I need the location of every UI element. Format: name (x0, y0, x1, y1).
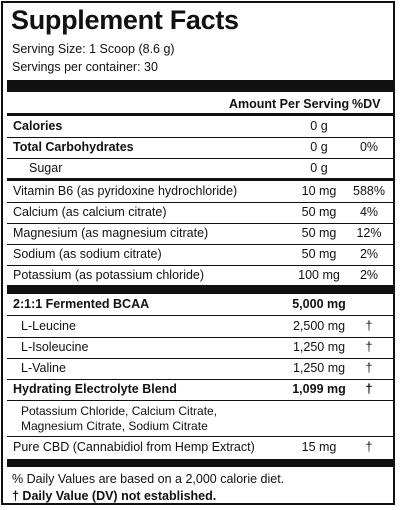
nutrient-name: 2:1:1 Fermented BCAA (13, 297, 150, 311)
servings-per-container: Servings per container: 30 (12, 60, 158, 74)
nutrient-name: Potassium (as potassium chloride) (13, 268, 205, 282)
nutrient-amount: 15 mg (301, 440, 337, 454)
nutrient-amount: 1,250 mg (292, 361, 346, 375)
row-divider (7, 202, 393, 203)
thick-divider (7, 285, 393, 294)
nutrient-amount: 0 g (310, 119, 328, 133)
nutrient-amount: 5,000 mg (292, 297, 346, 311)
nutrient-dv: † (365, 340, 373, 354)
nutrient-dv: † (365, 361, 373, 375)
nutrient-name: Magnesium Citrate, Sodium Citrate (21, 419, 208, 433)
nutrient-name: Sugar (29, 161, 63, 175)
supplement-facts-panel (1, 1, 395, 505)
nutrient-amount: 10 mg (301, 184, 337, 198)
nutrient-amount: 50 mg (301, 247, 337, 261)
nutrient-name: Calories (13, 119, 63, 133)
nutrient-name: Hydrating Electrolyte Blend (13, 382, 177, 396)
dv-header: %DV (352, 97, 381, 111)
nutrient-dv: 4% (359, 205, 379, 219)
thick-divider (7, 459, 393, 467)
nutrient-name: Magnesium (as magnesium citrate) (13, 226, 209, 240)
nutrient-dv: 2% (359, 268, 379, 282)
nutrient-name: Vitamin B6 (as pyridoxine hydrochloride) (13, 184, 238, 198)
nutrient-amount: 1,250 mg (292, 340, 346, 354)
nutrient-dv: † (365, 319, 373, 333)
nutrient-name: Sodium (as sodium citrate) (13, 247, 162, 261)
thick-divider (7, 80, 393, 92)
row-divider (7, 244, 393, 245)
nutrient-dv: 2% (359, 247, 379, 261)
nutrient-name: Calcium (as calcium citrate) (13, 205, 167, 219)
section-divider (7, 178, 393, 181)
nutrient-amount: 1,099 mg (292, 382, 346, 396)
nutrient-name: Potassium Chloride, Calcium Citrate, (21, 404, 218, 418)
nutrient-name: Pure CBD (Cannabidiol from Hemp Extract) (13, 440, 255, 454)
daily-value-footnote: % Daily Values are based on a 2,000 calorie diet. (12, 472, 285, 486)
row-divider (7, 137, 393, 138)
panel-title: Supplement Facts (11, 5, 239, 35)
nutrient-dv: 588% (353, 184, 385, 198)
row-divider (7, 158, 393, 159)
header-divider (7, 113, 393, 116)
nutrient-dv: † (365, 440, 373, 454)
row-divider (7, 400, 393, 401)
amount-header: Amount Per Serving (229, 97, 350, 111)
row-divider (7, 265, 393, 266)
nutrient-amount: 50 mg (301, 205, 337, 219)
row-divider (7, 436, 393, 437)
nutrient-name: L-Valine (21, 361, 66, 375)
nutrient-amount: 2,500 mg (292, 319, 346, 333)
nutrient-amount: 0 g (310, 161, 328, 175)
nutrient-name: L-Isoleucine (21, 340, 89, 354)
row-divider (7, 315, 393, 316)
nutrient-dv: 0% (359, 140, 379, 154)
row-divider (7, 337, 393, 338)
row-divider (7, 223, 393, 224)
nutrient-amount: 0 g (310, 140, 328, 154)
row-divider (7, 379, 393, 380)
nutrient-name: L-Leucine (21, 319, 76, 333)
dv-not-established-footnote: † Daily Value (DV) not established. (12, 489, 217, 503)
row-divider (7, 358, 393, 359)
nutrient-amount: 50 mg (301, 226, 337, 240)
nutrient-name: Total Carbohydrates (13, 140, 134, 154)
nutrient-dv: 12% (356, 226, 382, 240)
serving-size: Serving Size: 1 Scoop (8.6 g) (12, 42, 175, 56)
nutrient-dv: † (365, 382, 373, 396)
nutrient-amount: 100 mg (298, 268, 340, 282)
